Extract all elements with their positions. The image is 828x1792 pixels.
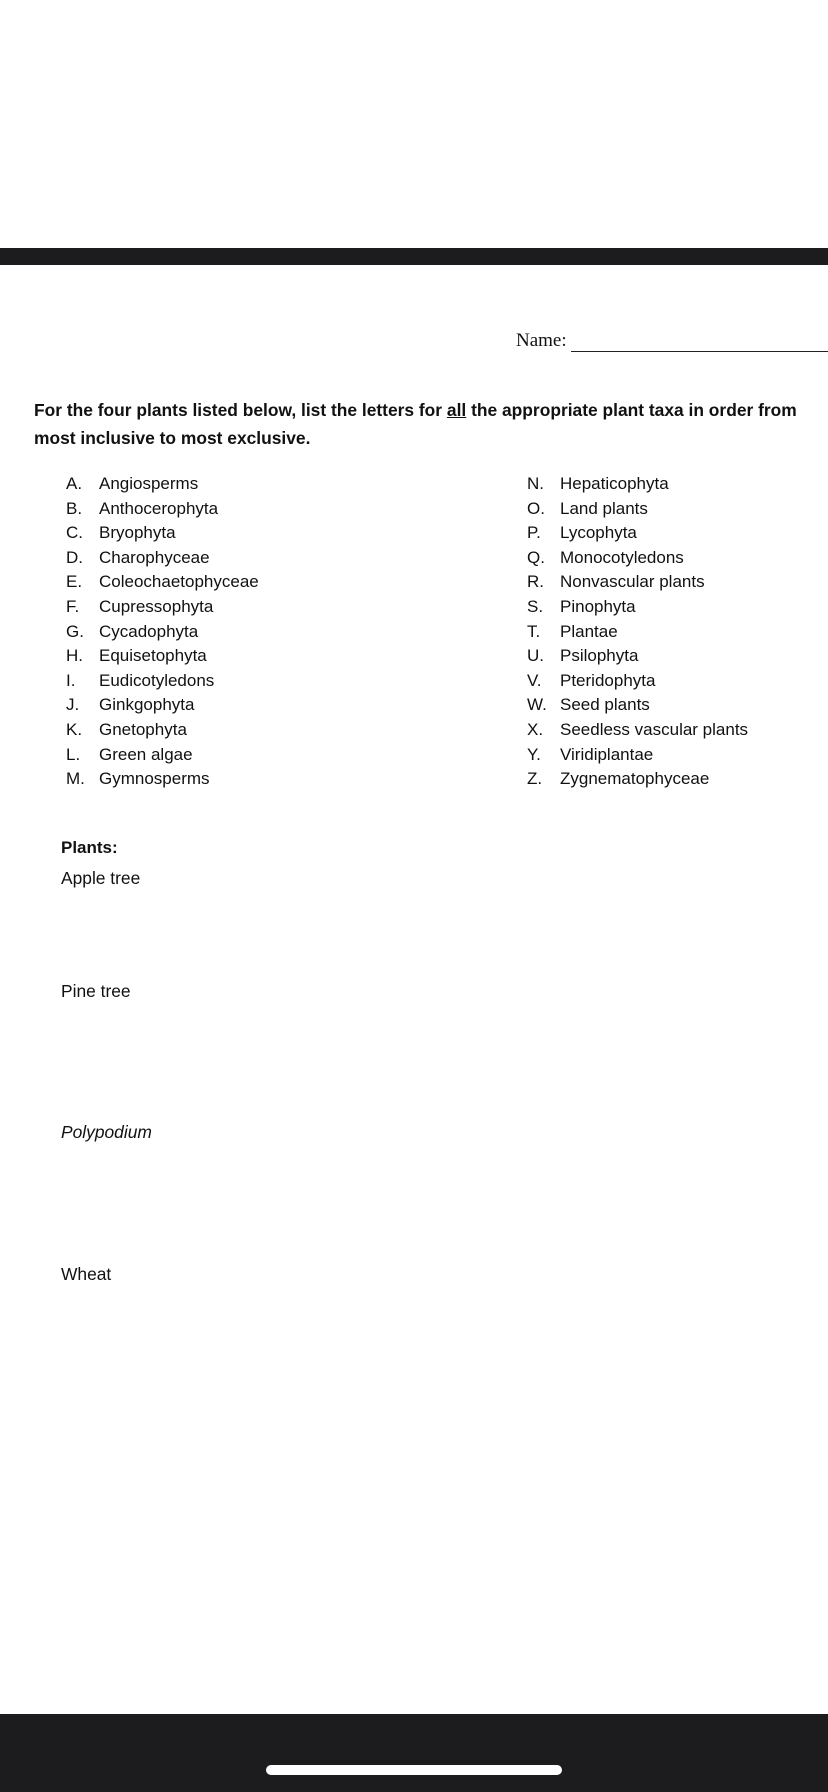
taxon-item [66, 546, 259, 571]
taxon-letter: W. [527, 695, 547, 715]
top-bar [0, 248, 828, 265]
taxon-item [66, 570, 259, 595]
taxon-letter: O. [527, 498, 545, 518]
taxon-name: Gnetophyta [99, 719, 187, 739]
taxon-item [527, 669, 748, 694]
taxon-item [527, 767, 748, 792]
taxon-item [66, 595, 259, 620]
taxon-item [66, 767, 259, 792]
taxa-list-right [527, 472, 748, 792]
taxon-name: Pinophyta [560, 596, 636, 616]
plant-pine-tree: Pine tree [61, 981, 131, 1001]
taxon-letter: N. [527, 474, 544, 493]
taxon-name: Ginkgophyta [99, 695, 195, 715]
taxon-name: Zygnematophyceae [560, 769, 710, 789]
name-field [516, 330, 828, 352]
taxon-letter: L. [66, 744, 81, 764]
taxon-name: Angiosperms [99, 474, 199, 493]
taxon-name: Plantae [560, 621, 618, 641]
taxon-letter: F. [66, 596, 80, 616]
taxon-letter: I. [66, 670, 76, 690]
instructions-text-end: the appropriate plant taxa in order from most inclusive to most exclusive. [34, 400, 797, 448]
taxon-letter: J. [66, 695, 80, 715]
plant-polypodium: Polypodium [61, 1122, 152, 1142]
taxon-letter: X. [527, 719, 544, 739]
taxon-item [66, 644, 259, 669]
taxon-name: Hepaticophyta [560, 474, 669, 493]
taxon-letter: D. [66, 547, 83, 567]
taxon-name: Viridiplantae [560, 744, 654, 764]
taxon-item [66, 620, 259, 645]
bottom-bar [0, 1714, 828, 1792]
taxon-letter: H. [66, 646, 83, 666]
taxon-name: Charophyceae [99, 547, 210, 567]
taxon-letter: V. [527, 670, 542, 690]
taxon-name: Seedless vascular plants [560, 719, 749, 739]
taxon-item [527, 497, 748, 522]
home-indicator[interactable] [266, 1765, 562, 1775]
taxon-item [527, 570, 748, 595]
taxon-letter: T. [527, 621, 541, 641]
plants-heading: Plants: [61, 838, 118, 857]
taxon-item [66, 718, 259, 743]
taxon-name: Land plants [560, 498, 648, 518]
taxon-letter: K. [66, 719, 83, 739]
instructions-text-start: For the four plants listed below, list the letters for [34, 400, 447, 420]
taxon-name: Seed plants [560, 695, 650, 715]
taxon-item [66, 521, 259, 546]
taxon-item [66, 472, 259, 497]
taxon-letter: M. [66, 769, 85, 789]
taxon-name: Lycophyta [560, 523, 637, 543]
taxon-letter: Z. [527, 769, 543, 789]
taxon-name: Monocotyledons [560, 547, 684, 567]
plant-wheat: Wheat [61, 1264, 112, 1284]
taxon-name: Pteridophyta [560, 670, 656, 690]
taxon-letter: Q. [527, 547, 545, 567]
taxon-letter: A. [66, 474, 83, 493]
taxon-letter: P. [527, 523, 541, 543]
taxon-item [527, 521, 748, 546]
taxon-item [66, 693, 259, 718]
taxon-name: Equisetophyta [99, 646, 207, 666]
taxon-item [527, 620, 748, 645]
taxon-item [527, 718, 748, 743]
taxon-letter: B. [66, 498, 83, 518]
taxon-item [66, 743, 259, 768]
taxon-item [527, 644, 748, 669]
taxon-item [527, 546, 748, 571]
name-blank-line[interactable] [571, 333, 828, 352]
taxon-item [527, 693, 748, 718]
taxon-item [527, 472, 748, 497]
taxon-name: Nonvascular plants [560, 572, 705, 592]
taxon-item [527, 743, 748, 768]
taxon-letter: C. [66, 523, 83, 543]
taxon-letter: R. [527, 572, 544, 592]
instructions [34, 396, 824, 452]
taxon-name: Green algae [99, 744, 193, 764]
taxon-letter: S. [527, 596, 544, 616]
taxon-letter: U. [527, 646, 544, 666]
instructions-all: all [446, 400, 467, 420]
taxon-name: Eudicotyledons [99, 670, 215, 690]
taxon-letter: Y. [527, 744, 541, 764]
taxon-item [527, 595, 748, 620]
taxon-name: Cupressophyta [99, 596, 214, 616]
taxon-name: Coleochaetophyceae [99, 572, 259, 592]
taxon-name: Psilophyta [560, 646, 639, 666]
taxon-letter: G. [66, 621, 84, 641]
plant-apple-tree: Apple tree [61, 868, 141, 888]
taxon-name: Bryophyta [99, 523, 176, 543]
taxon-letter: E. [66, 572, 83, 592]
taxon-name: Gymnosperms [99, 769, 210, 789]
taxon-item [66, 497, 259, 522]
name-label: Name: [516, 330, 567, 351]
taxon-name: Cycadophyta [99, 621, 199, 641]
taxon-item [66, 669, 259, 694]
taxon-name: Anthocerophyta [99, 498, 219, 518]
taxa-list-left [66, 472, 259, 792]
